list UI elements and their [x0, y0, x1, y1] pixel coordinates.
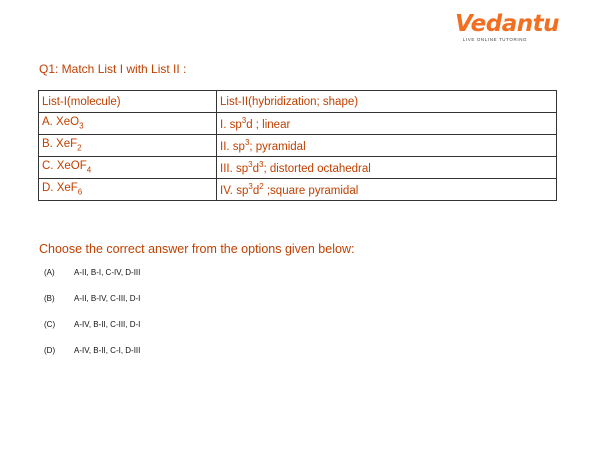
list2-cell: I. $sp^3d$ ; linear	[217, 113, 557, 135]
header-list-1: List-I(molecule)	[39, 91, 217, 113]
table-header-row	[39, 91, 557, 113]
list1-cell: D. XeF$_6$	[39, 179, 217, 201]
question-title: Q1: Match List I with List II :	[39, 62, 187, 76]
option-key: (B)	[44, 294, 55, 303]
options-prompt: Choose the correct answer from the options given below:	[39, 242, 355, 256]
table-row	[39, 135, 557, 157]
option-text: A-II, B-IV, C-III, D-I	[74, 294, 141, 303]
option-text: A-II, B-I, C-IV, D-III	[74, 268, 141, 277]
list1-cell: C. XeOF$_4$	[39, 157, 217, 179]
vedantu-logo	[455, 11, 559, 42]
option-key: (C)	[44, 320, 56, 329]
table-row	[39, 113, 557, 135]
list2-cell: III. $sp^3d^3$; distorted octahedral	[217, 157, 557, 179]
option-text: A-IV, B-II, C-I, D-III	[74, 346, 141, 355]
header-list-2: List-II(hybridization; shape)	[217, 91, 557, 113]
list1-cell: B. XeF$_2$	[39, 135, 217, 157]
list1-cell: A. XeO$_3$	[39, 113, 217, 135]
list2-cell: II. $sp^3$; pyramidal	[217, 135, 557, 157]
option-key: (A)	[44, 268, 55, 277]
option-key: (D)	[44, 346, 56, 355]
list2-cell: IV. $sp^3d^2$ ;square pyramidal	[217, 179, 557, 201]
option-text: A-IV, B-II, C-III, D-I	[74, 320, 141, 329]
table-row	[39, 157, 557, 179]
logo-tagline: LIVE ONLINE TUTORING	[462, 37, 528, 42]
match-table	[38, 90, 557, 201]
table-row	[39, 179, 557, 201]
logo-wordmark: Vedantu	[455, 11, 559, 37]
